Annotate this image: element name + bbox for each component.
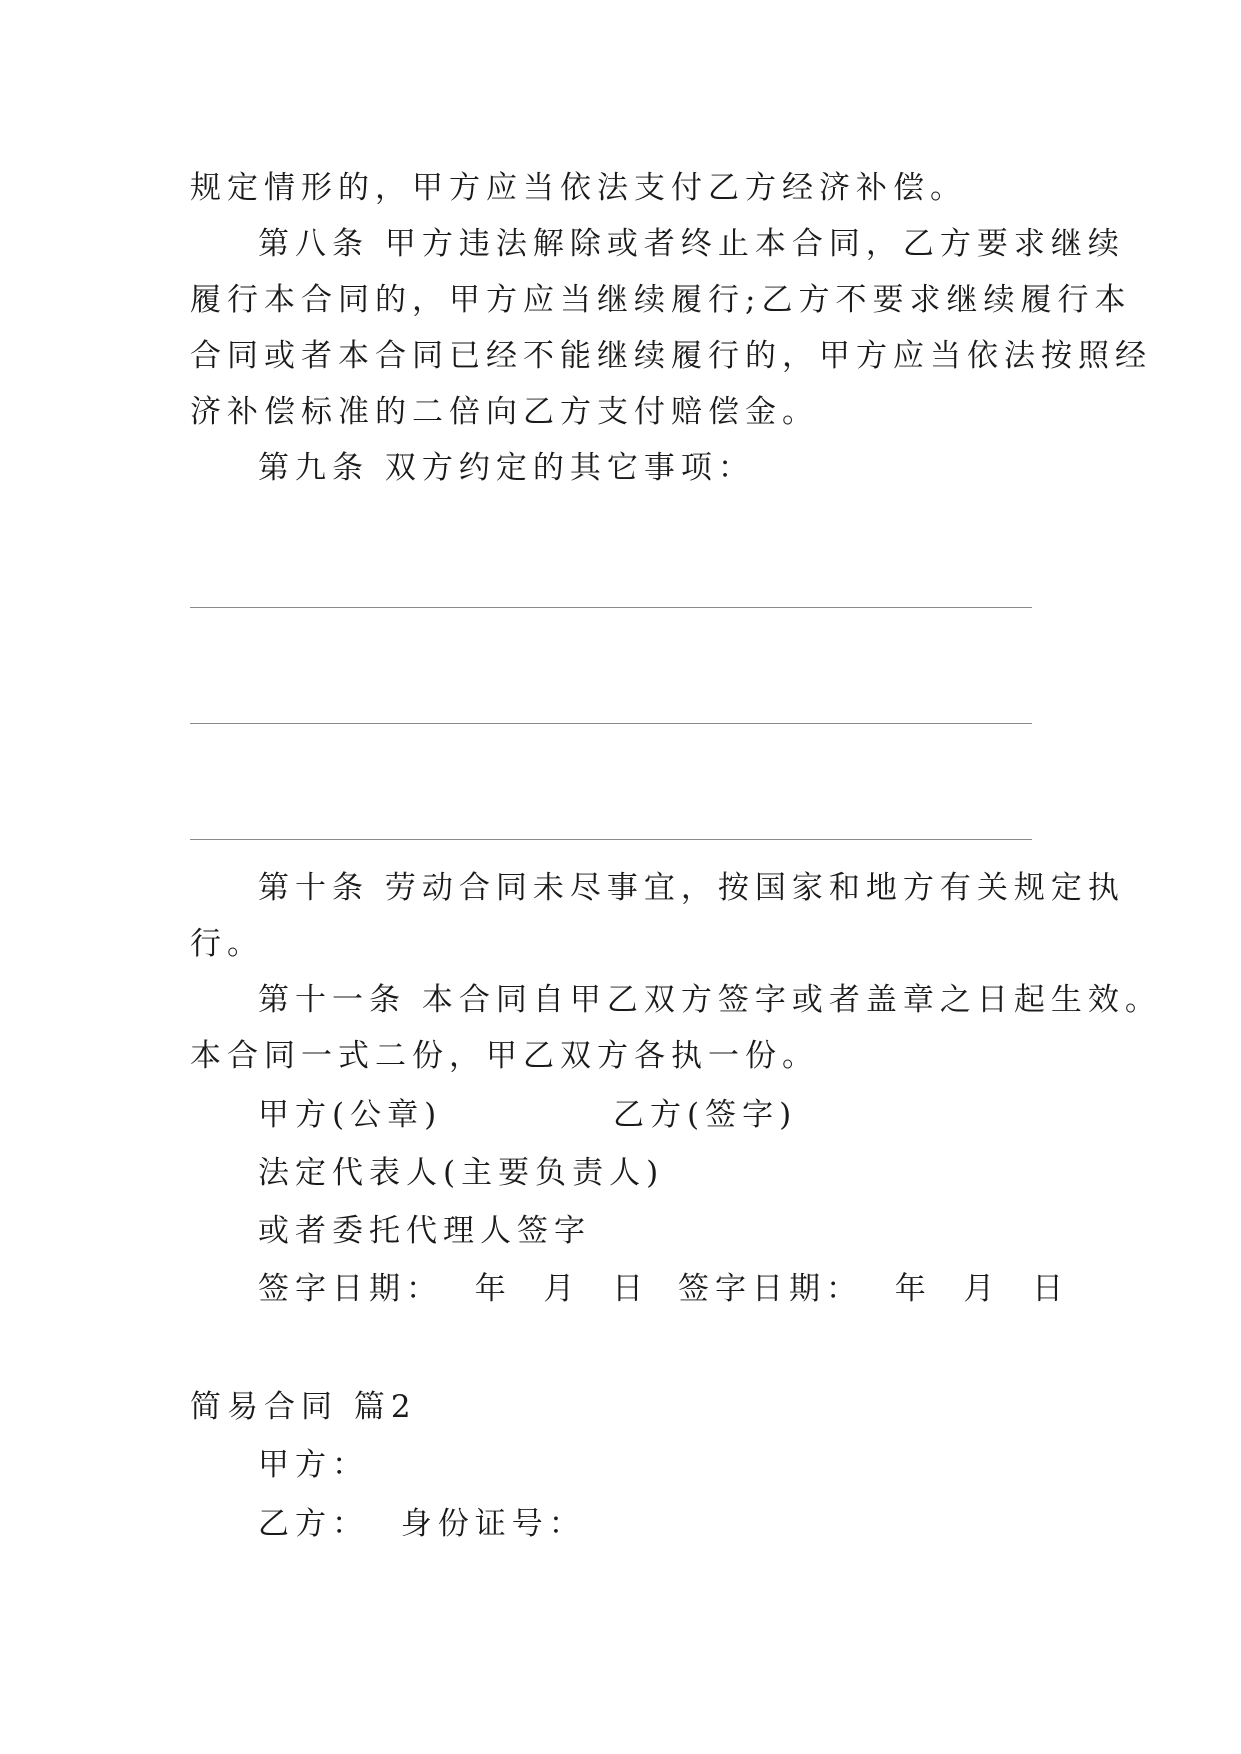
article-10-heading-line: 第十条 劳动合同未尽事宜，按国家和地方有关规定执 <box>258 870 1125 906</box>
party-a-seal-label: 甲方(公章) <box>258 1097 443 1133</box>
blank-fill-line <box>190 723 1032 724</box>
paragraph-line: 履行本合同的，甲方应当继续履行;乙方不要求继续履行本 <box>190 282 1132 318</box>
article-8-heading-line: 第八条 甲方违法解除或者终止本合同，乙方要求继续 <box>258 226 1125 262</box>
paragraph-line: 济补偿标准的二倍向乙方支付赔偿金。 <box>190 394 819 430</box>
party-b-sign-date: 签字日期： 年 月 日 <box>678 1271 1070 1307</box>
article-9-heading-line: 第九条 双方约定的其它事项： <box>258 450 755 486</box>
section-2-party-b: 乙方： 身份证号： <box>258 1506 586 1542</box>
party-b-signature-label: 乙方(签字) <box>613 1097 798 1133</box>
section-2-party-a: 甲方： <box>258 1447 369 1483</box>
party-a-sign-date: 签字日期： 年 月 日 <box>258 1271 650 1307</box>
paragraph-line: 本合同一式二份，甲乙双方各执一份。 <box>190 1038 819 1074</box>
paragraph-line: 行。 <box>190 926 264 962</box>
blank-fill-line <box>190 607 1032 608</box>
section-2-title: 简易合同 篇2 <box>190 1389 417 1425</box>
authorized-agent-label: 或者委托代理人签字 <box>258 1213 591 1249</box>
paragraph-line: 规定情形的，甲方应当依法支付乙方经济补偿。 <box>190 170 967 206</box>
legal-representative-label: 法定代表人(主要负责人) <box>258 1155 665 1191</box>
paragraph-line: 合同或者本合同已经不能继续履行的，甲方应当依法按照经 <box>190 338 1152 374</box>
blank-fill-line <box>190 839 1032 840</box>
article-11-heading-line: 第十一条 本合同自甲乙双方签字或者盖章之日起生效。 <box>258 982 1162 1018</box>
